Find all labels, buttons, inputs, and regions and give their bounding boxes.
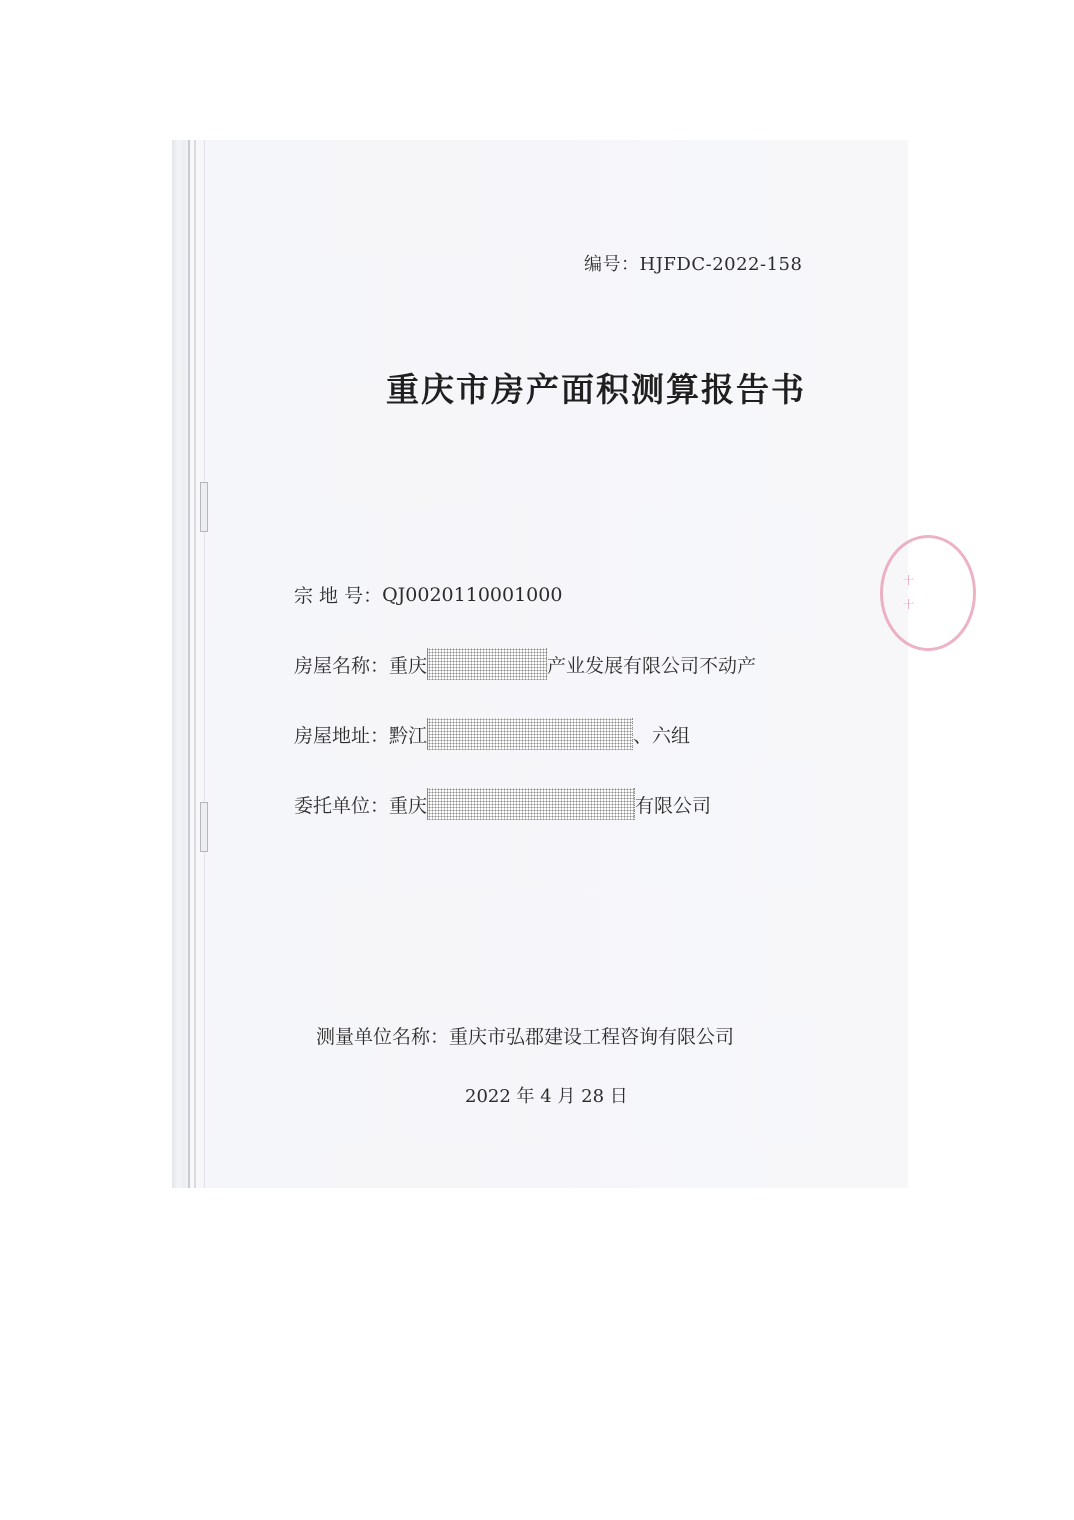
stamp-mark: 十 [903,574,914,587]
parcel-number-label: 宗 地 号： [294,585,383,607]
client-label: 委托单位： [294,794,390,817]
binding-line [194,140,196,1188]
survey-unit-label: 测量单位名称： [316,1026,450,1048]
binding-line [204,140,205,1188]
document-title: 重庆市房产面积测算报告书 [386,370,806,409]
house-name-suffix: 产业发展有限公司不动产 [547,654,757,677]
house-address-prefix: 黔江 [389,724,428,747]
house-address-label: 房屋地址： [294,724,390,747]
document-number [584,250,802,276]
redaction-block [427,648,547,680]
binding-clip [200,482,208,532]
house-address-field [294,718,690,750]
redaction-block [427,718,633,750]
house-address-suffix: 、六组 [633,724,691,747]
parcel-number-field [294,581,562,608]
stamp-mark: 十 [903,598,914,611]
seal-stamp [880,535,976,651]
parcel-number-value: QJ0020110001000 [382,583,563,606]
binding-line [188,140,190,1188]
house-name-field [294,648,756,680]
report-date: 2022 年 4 月 28 日 [465,1086,628,1107]
house-name-label: 房屋名称： [294,654,390,677]
client-field [294,788,711,820]
house-name-prefix: 重庆 [389,654,428,677]
document-number-value: HJFDC-2022-158 [639,254,803,275]
client-prefix: 重庆 [389,794,428,817]
client-suffix: 有限公司 [635,794,712,817]
survey-unit [316,1022,734,1049]
survey-unit-value: 重庆市弘郡建设工程咨询有限公司 [449,1026,735,1048]
binding-clip [200,802,208,852]
document-number-label: 编号： [584,254,640,275]
redaction-block [427,788,635,820]
